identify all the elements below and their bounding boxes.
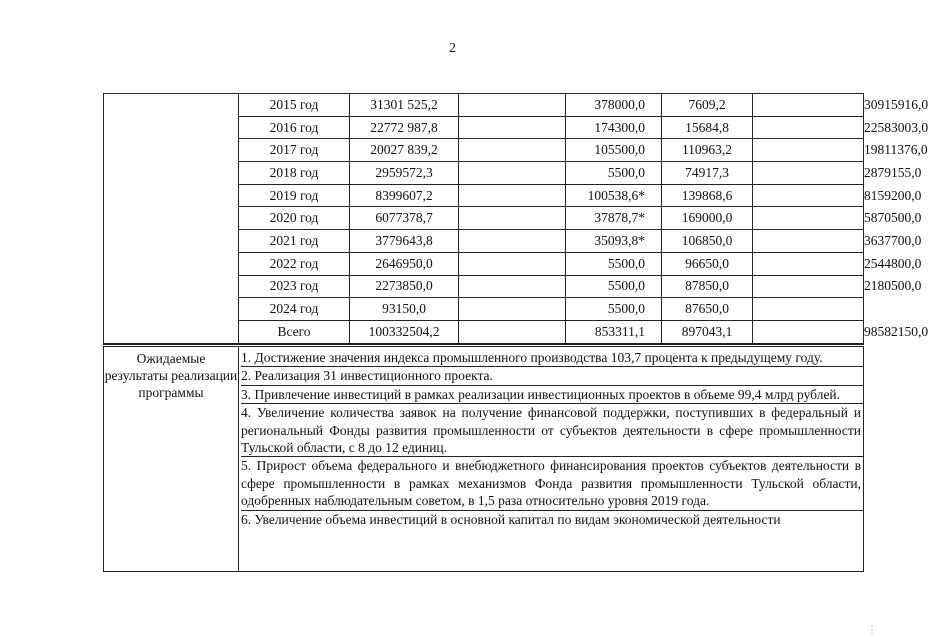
value-cell: 15684,8	[662, 116, 753, 139]
value-cell	[459, 94, 566, 117]
value-cell: 2959572,3	[350, 162, 459, 185]
year-cell: Всего	[239, 320, 350, 343]
value-cell: 93150,0	[350, 298, 459, 321]
table-row: 2020 год 6077378,7 37878,7* 169000,0 5870500,0	[104, 207, 864, 230]
funding-table	[103, 93, 928, 344]
value-cell	[753, 252, 864, 275]
table-row: 2022 год 2646950,0 5500,0 96650,0 2544800,0	[104, 252, 864, 275]
value-cell: 174300,0	[566, 116, 662, 139]
value-cell: 35093,8*	[566, 230, 662, 253]
value-cell: 105500,0	[566, 139, 662, 162]
table-row: 2015 год 31301 525,2 378000,0 7609,2 30915916,0	[104, 94, 864, 117]
table-row: 2023 год 2273850,0 5500,0 87850,0 2180500,0	[104, 275, 864, 298]
result-item: 4. Увеличение количества заявок на получение финансовой поддержки, поступивших в федеральный и региональный Фонды развития промышленности от субъектов деятельности в сфере промышленности Тульской области, с 8 до 12 единиц.	[241, 404, 863, 457]
table-row: 2019 год 8399607,2 100538,6* 139868,6 8159200,0	[104, 184, 864, 207]
value-cell	[753, 184, 864, 207]
value-cell: 31301 525,2	[350, 94, 459, 117]
value-cell: 2273850,0	[350, 275, 459, 298]
value-cell: 853311,1	[566, 320, 662, 343]
value-cell: 7609,2	[662, 94, 753, 117]
value-cell: 100538,6*	[566, 184, 662, 207]
value-cell	[459, 184, 566, 207]
year-cell: 2023 год	[239, 275, 350, 298]
value-cell	[459, 275, 566, 298]
value-cell: 897043,1	[662, 320, 753, 343]
value-cell	[753, 94, 864, 117]
value-cell: 5500,0	[566, 298, 662, 321]
year-cell: 2020 год	[239, 207, 350, 230]
value-cell: 87850,0	[662, 275, 753, 298]
value-cell	[459, 252, 566, 275]
expected-results-table	[103, 344, 864, 572]
value-cell: 100332504,2	[350, 320, 459, 343]
value-cell: 37878,7*	[566, 207, 662, 230]
value-cell	[753, 162, 864, 185]
expected-results-label: Ожидаемые результаты реализации программы	[104, 346, 239, 572]
result-item: 2. Реализация 31 инвестиционного проекта.	[241, 367, 863, 385]
year-cell: 2021 год	[239, 230, 350, 253]
value-cell	[753, 320, 864, 343]
value-cell: 96650,0	[662, 252, 753, 275]
year-cell: 2017 год	[239, 139, 350, 162]
result-item: 1. Достижение значения индекса промышленного производства 103,7 процента к предыдущему году.	[241, 349, 863, 367]
value-cell: 5500,0	[566, 252, 662, 275]
year-cell: 2019 год	[239, 184, 350, 207]
value-cell: 74917,3	[662, 162, 753, 185]
value-cell: 20027 839,2	[350, 139, 459, 162]
value-cell: 139868,6	[662, 184, 753, 207]
value-cell: 5500,0	[566, 275, 662, 298]
value-cell: 87650,0	[662, 298, 753, 321]
value-cell	[459, 298, 566, 321]
value-cell	[753, 139, 864, 162]
value-cell: 3779643,8	[350, 230, 459, 253]
scan-mark: ⋮	[867, 625, 877, 636]
value-cell: 6077378,7	[350, 207, 459, 230]
value-cell: 8399607,2	[350, 184, 459, 207]
value-cell	[753, 298, 864, 321]
value-cell: 5500,0	[566, 162, 662, 185]
table-row: 2018 год 2959572,3 5500,0 74917,3 2879155,0	[104, 162, 864, 185]
value-cell: 2646950,0	[350, 252, 459, 275]
year-cell: 2018 год	[239, 162, 350, 185]
value-cell: 110963,2	[662, 139, 753, 162]
value-cell: 22772 987,8	[350, 116, 459, 139]
value-cell	[753, 116, 864, 139]
year-cell: 2022 год	[239, 252, 350, 275]
year-cell: 2015 год	[239, 94, 350, 117]
expected-results-list	[239, 346, 864, 572]
result-item: 6. Увеличение объема инвестиций в основной капитал по видам экономической деятельности	[241, 511, 781, 527]
value-cell	[459, 207, 566, 230]
row-label-cell	[104, 94, 239, 344]
value-cell: 378000,0	[566, 94, 662, 117]
table-row: 2021 год 3779643,8 35093,8* 106850,0 3637700,0	[104, 230, 864, 253]
value-cell	[753, 275, 864, 298]
value-cell	[753, 230, 864, 253]
value-cell	[459, 230, 566, 253]
value-cell: 106850,0	[662, 230, 753, 253]
value-cell	[753, 207, 864, 230]
table-row: Всего 100332504,2 853311,1 897043,1 98582150,0	[104, 320, 864, 343]
value-cell: 169000,0	[662, 207, 753, 230]
year-cell: 2024 год	[239, 298, 350, 321]
table-row: 2017 год 20027 839,2 105500,0 110963,2 19811376,0	[104, 139, 864, 162]
page-number: 2	[449, 41, 456, 56]
value-cell	[459, 139, 566, 162]
value-cell	[459, 116, 566, 139]
value-cell	[459, 162, 566, 185]
result-item: 5. Прирост объема федерального и внебюджетного финансирования проектов субъектов деятельности в сфере промышленности в рамках механизмов Фонда развития промышленности Тульской области, одобренных наблюдательным советом, в 1,5 раза относительно уровня 2019 года.	[241, 457, 863, 510]
result-item: 3. Привлечение инвестиций в рамках реализации инвестиционных проектов в объеме 99,4 млрд рублей.	[241, 386, 863, 404]
table-row: 2016 год 22772 987,8 174300,0 15684,8 22583003,0	[104, 116, 864, 139]
value-cell	[459, 320, 566, 343]
year-cell: 2016 год	[239, 116, 350, 139]
